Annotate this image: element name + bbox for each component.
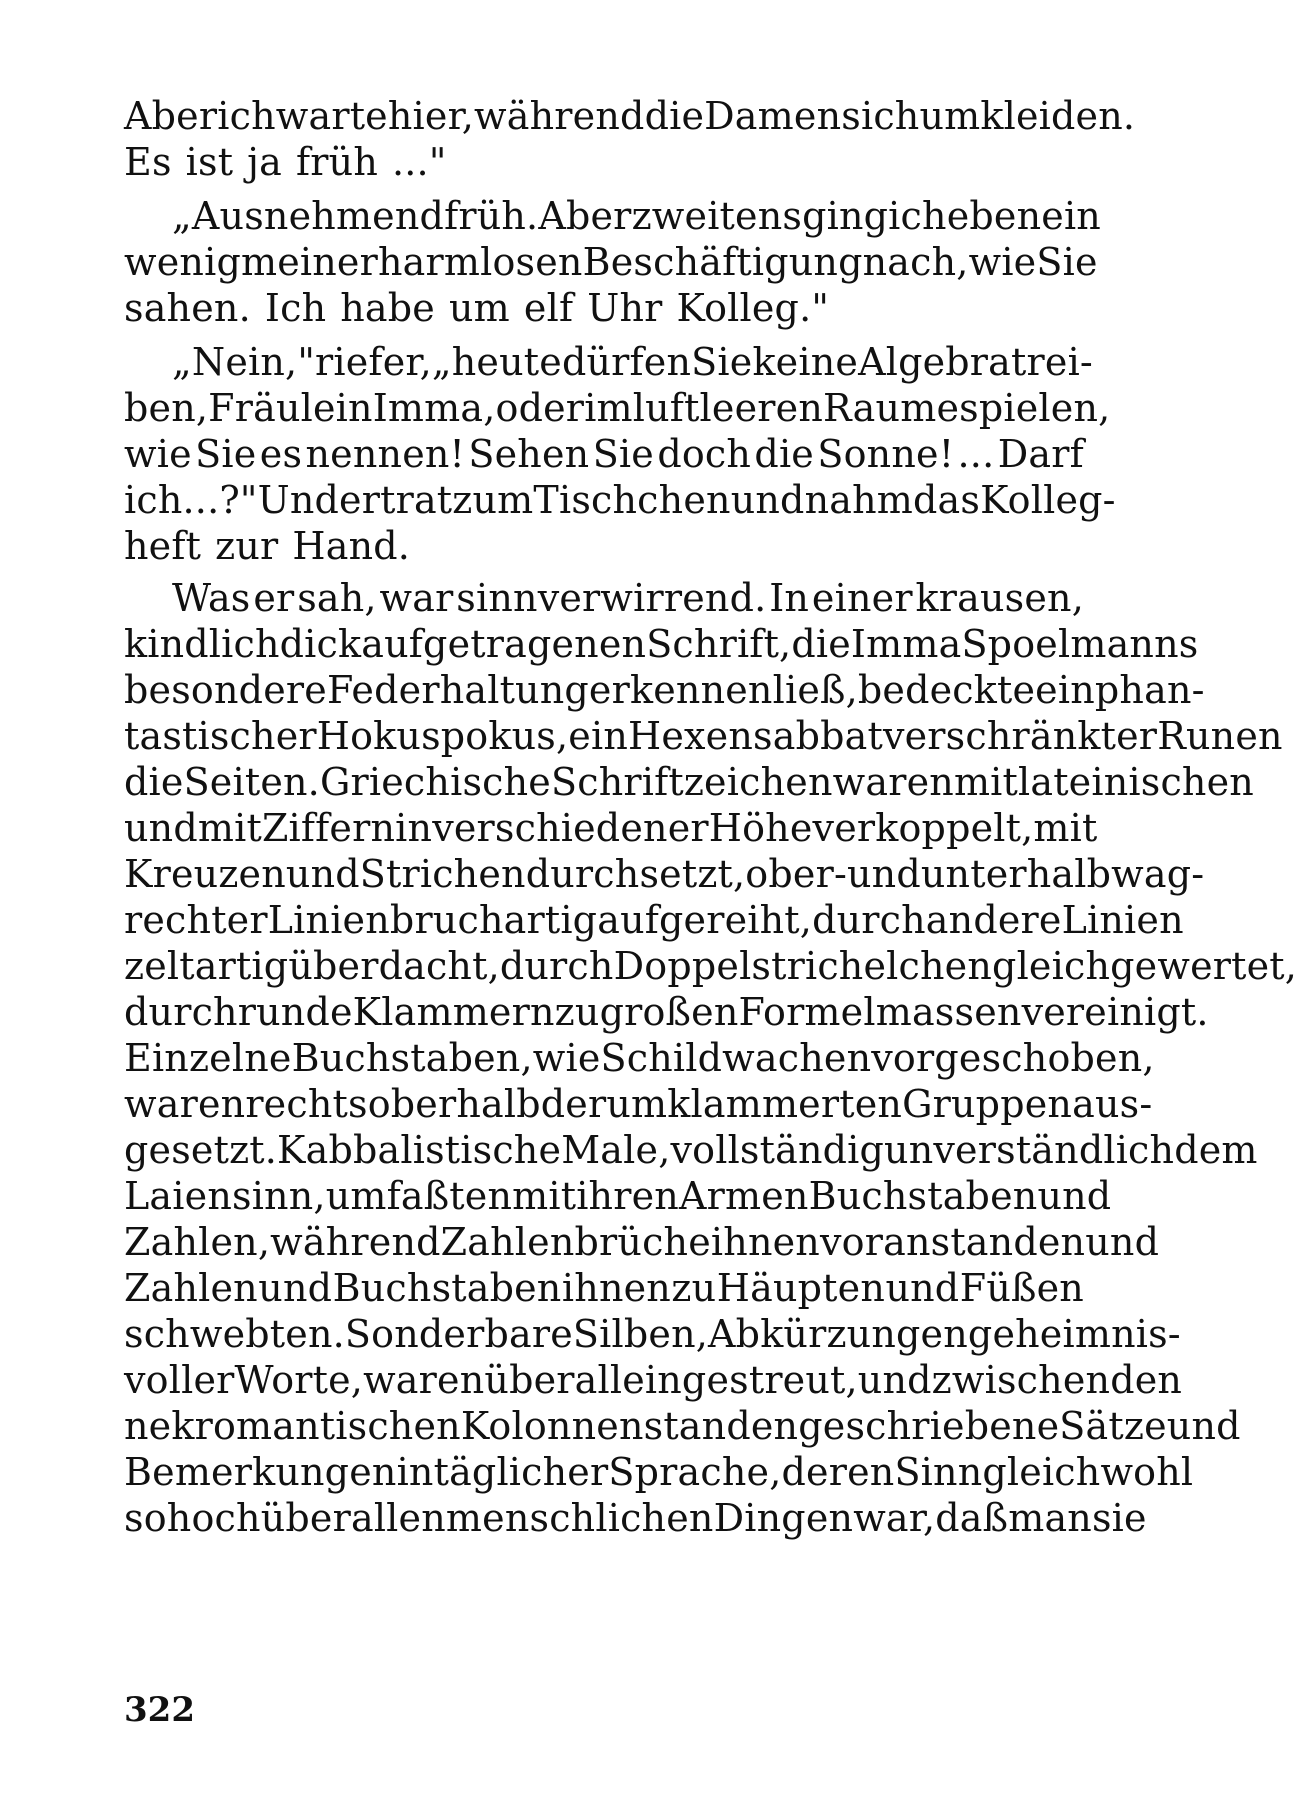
text-line: und mit Ziffern in verschiedener Höhe verkoppelt, mit [124, 806, 1098, 850]
text-line: besondere Federhaltung erkennen ließ, bedeckte ein phan- [124, 668, 1205, 712]
text-line: wie Sie es nennen! Sehen Sie doch die Sonne! ... Darf [124, 432, 1084, 476]
text-line: heft zur Hand. [124, 524, 411, 568]
text-line: rechter Linien bruchartig aufgereiht, durch andere Linien [124, 898, 1184, 942]
text-line: Zahlen und Buchstaben ihnen zu Häupten und Füßen [124, 1266, 1084, 1310]
text-line: zeltartig überdacht, durch Doppelstrichelchen gleichgewertet, [124, 944, 1297, 988]
text-line: waren rechts oberhalb der umklammerten Gruppen aus- [124, 1082, 1153, 1126]
text-line: so hoch über allen menschlichen Dingen war, daß man sie [124, 1496, 1147, 1540]
text-line: gesetzt. Kabbalistische Male, vollständig unverständlich dem [124, 1128, 1258, 1172]
text-line: voller Worte, waren überall eingestreut, und zwischen den [124, 1358, 1183, 1402]
text-line: Zahlen, während Zahlenbrüche ihnen voranstanden und [124, 1220, 1160, 1264]
text-line: kindlich dick aufgetragenen Schrift, die Imma Spoelmanns [124, 622, 1199, 666]
text-line: Kreuzen und Strichen durchsetzt, ober- und unterhalb wag- [124, 852, 1205, 896]
text-line: nekromantischen Kolonnen standen geschriebene Sätze und [124, 1404, 1241, 1448]
text-line: ben, Fräulein Imma, oder im luftleeren Raume spielen, [124, 386, 1111, 430]
text-line: Es ist ja früh ..." [124, 140, 447, 184]
text-line: schwebten. Sonderbare Silben, Abkürzungen geheimnis- [124, 1312, 1181, 1356]
text-line: sahen. Ich habe um elf Uhr Kolleg." [124, 286, 830, 330]
text-line: Aber ich warte hier, während die Damen sich umkleiden. [124, 94, 1136, 138]
text-line: Bemerkungen in täglicher Sprache, deren Sinn gleichwohl [124, 1450, 1194, 1494]
text-line: die Seiten. Griechische Schriftzeichen waren mit lateinischen [124, 760, 1254, 804]
text-line: tastischer Hokuspokus, ein Hexensabbat verschränkter Runen [124, 714, 1283, 758]
text-line: Laiensinn, umfaßten mit ihren Armen Buchstaben und [124, 1174, 1112, 1218]
text-line: „Nein," rief er, „heute dürfen Sie keine Algebra trei- [172, 340, 1093, 384]
text-line: durch runde Klammern zu großen Formelmassen vereinigt. [124, 990, 1209, 1034]
text-line: ich ...?" Und er trat zum Tischchen und nahm das Kolleg- [124, 478, 1116, 522]
text-line: Einzelne Buchstaben, wie Schildwachen vorgeschoben, [124, 1036, 1155, 1080]
text-line: Was er sah, war sinnverwirrend. In einer krausen, [172, 576, 1084, 620]
text-line: wenig meiner harmlosen Beschäftigung nach, wie Sie [124, 240, 1098, 284]
page-number: 322 [124, 1690, 195, 1730]
text-line: „Ausnehmend früh. Aber zweitens ging ich eben ein [172, 194, 1101, 238]
